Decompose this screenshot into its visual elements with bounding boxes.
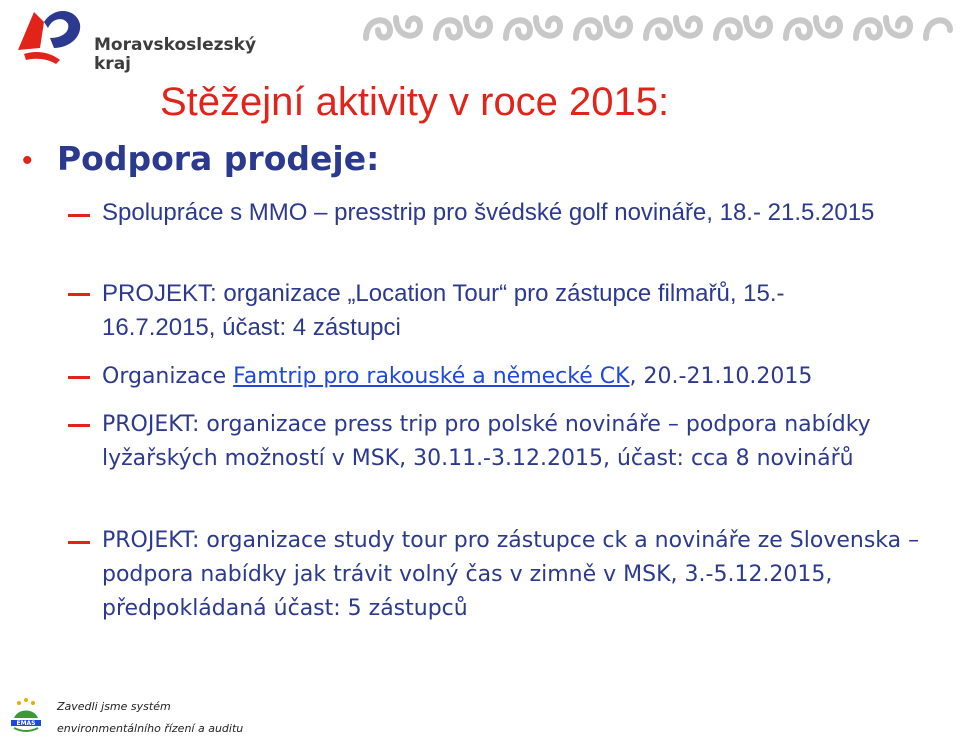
list-item [102, 408, 932, 476]
item-text: PROJEKT: organizace press trip pro polské novináře – podpora nabídky lyžařských možností v MSK, 30.11.-3.12.2015, účast: cca 8 novinářů [102, 412, 871, 471]
list-item [102, 524, 932, 626]
dash-bullet-icon [68, 376, 90, 379]
ornament-band-icon [358, 8, 958, 48]
region-logo [10, 4, 257, 76]
item-text: Spolupráce s MMO – presstrip pro švédské golf novináře, 18.- 21.5.2015 [102, 199, 875, 226]
footer-line2: environmentálního řízení a auditu [57, 722, 244, 735]
region-name-line2: kraj [94, 54, 131, 74]
slide-title: Stěžejní aktivity v roce 2015: [160, 80, 670, 124]
emas-label: EMAS [16, 720, 36, 727]
dash-bullet-icon [68, 424, 90, 427]
dash-bullet-icon [68, 541, 90, 544]
dash-bullet-icon [68, 214, 90, 217]
footer-line1: Zavedli jsme systém [57, 700, 171, 713]
bullet-dot-icon: • [22, 144, 33, 177]
region-name-line1: Moravskoslezský [94, 35, 257, 55]
list-item [102, 277, 902, 345]
item-suffix: , 20.-21.10.2015 [629, 364, 813, 389]
list-item [102, 360, 932, 394]
famtrip-link[interactable]: Famtrip pro rakouské a německé CK [233, 364, 630, 389]
section-heading: Podpora prodeje: [57, 139, 380, 178]
emas-logo-icon [8, 694, 44, 734]
list-item [102, 196, 892, 230]
region-name [94, 36, 256, 74]
region-emblem-icon [10, 4, 90, 76]
item-text: PROJEKT: organizace study tour pro zástupce ck a novináře ze Slovenska – podpora nabídky jak trávit volný čas v zimně v MSK, 3.-5.12.2015, předpokládaná účast: 5 zástupců [102, 528, 920, 621]
item-text: PROJEKT: organizace „Location Tour“ pro zástupce filmařů, 15.- 16.7.2015, účast: 4 zástupci [102, 280, 785, 341]
dash-bullet-icon [68, 293, 90, 296]
item-prefix: Organizace [102, 364, 234, 389]
